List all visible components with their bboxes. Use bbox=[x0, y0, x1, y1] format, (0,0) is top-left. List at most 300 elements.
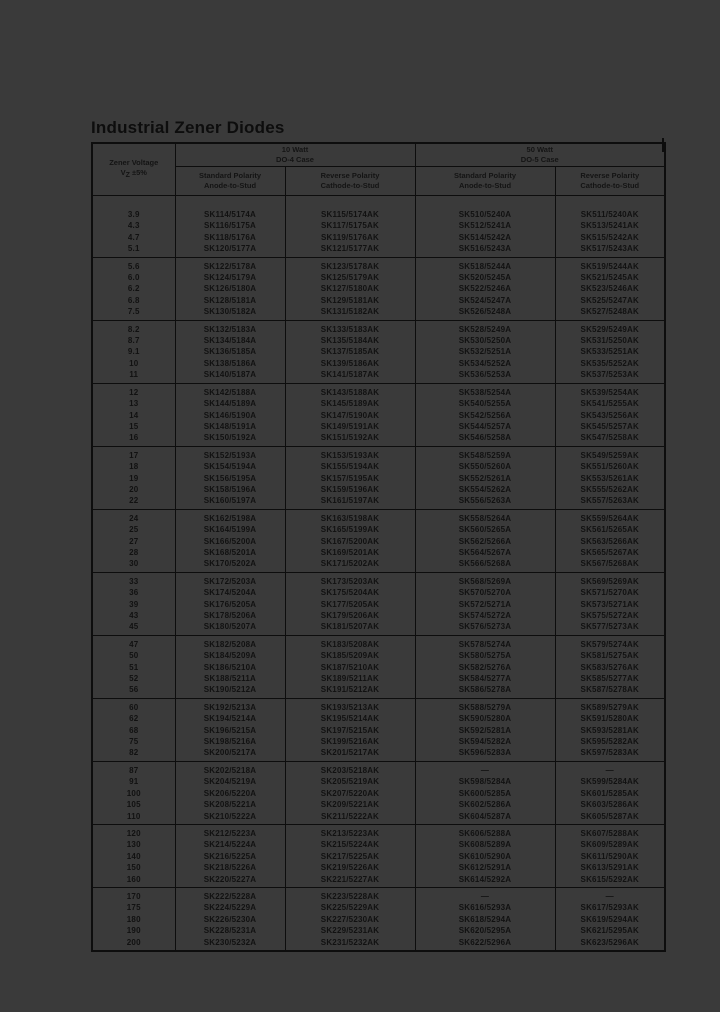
table-row bbox=[92, 320, 665, 335]
part-50w-standard: SK548/5259A bbox=[415, 446, 555, 461]
table-row bbox=[92, 232, 665, 243]
zener-voltage-cell: 22 bbox=[92, 495, 175, 509]
part-50w-reverse: SK609/5289AK bbox=[555, 839, 665, 850]
part-50w-reverse: SK559/5264AK bbox=[555, 509, 665, 524]
cathode-to-stud-label: Cathode-to-Stud bbox=[580, 181, 640, 190]
table-row bbox=[92, 461, 665, 472]
table-row bbox=[92, 887, 665, 902]
part-50w-standard: SK618/5294A bbox=[415, 914, 555, 925]
table-row bbox=[92, 306, 665, 320]
part-50w-reverse: SK585/5277AK bbox=[555, 673, 665, 684]
part-10w-standard: SK160/5197A bbox=[175, 495, 285, 509]
part-10w-reverse: SK161/5197AK bbox=[285, 495, 415, 509]
part-10w-reverse: SK157/5195AK bbox=[285, 473, 415, 484]
part-50w-standard: SK520/5245A bbox=[415, 272, 555, 283]
table-row bbox=[92, 610, 665, 621]
zener-voltage-cell: 25 bbox=[92, 524, 175, 535]
part-10w-standard: SK136/5185A bbox=[175, 346, 285, 357]
zener-voltage-cell: 4.3 bbox=[92, 220, 175, 231]
voltage-group bbox=[92, 257, 665, 320]
zener-voltage-cell: 6.0 bbox=[92, 272, 175, 283]
part-50w-standard: SK546/5258A bbox=[415, 432, 555, 446]
header-zener-voltage bbox=[92, 143, 175, 196]
part-10w-reverse: SK221/5227AK bbox=[285, 874, 415, 888]
zener-voltage-cell: 130 bbox=[92, 839, 175, 850]
part-50w-reverse: SK557/5263AK bbox=[555, 495, 665, 509]
header-10-watt-group bbox=[175, 143, 415, 167]
part-50w-reverse: SK549/5259AK bbox=[555, 446, 665, 461]
part-10w-standard: SK150/5192A bbox=[175, 432, 285, 446]
part-50w-reverse: SK551/5260AK bbox=[555, 461, 665, 472]
part-50w-standard: SK584/5277A bbox=[415, 673, 555, 684]
zener-voltage-tolerance bbox=[93, 168, 175, 181]
part-10w-standard: SK192/5213A bbox=[175, 698, 285, 713]
do5-case-label: DO-5 Case bbox=[520, 155, 559, 164]
part-50w-standard: SK596/5283A bbox=[415, 747, 555, 761]
part-10w-reverse: SK173/5203AK bbox=[285, 572, 415, 587]
table-row bbox=[92, 536, 665, 547]
part-10w-standard: SK134/5184A bbox=[175, 335, 285, 346]
part-50w-standard: SK580/5275A bbox=[415, 650, 555, 661]
table-row bbox=[92, 650, 665, 661]
part-50w-standard: SK598/5284A bbox=[415, 776, 555, 787]
table-row bbox=[92, 524, 665, 535]
voltage-group bbox=[92, 824, 665, 887]
zener-voltage-cell: 6.2 bbox=[92, 283, 175, 294]
table-row bbox=[92, 558, 665, 572]
part-10w-standard: SK196/5215A bbox=[175, 725, 285, 736]
header-50w-standard-polarity bbox=[415, 167, 555, 196]
part-10w-reverse: SK189/5211AK bbox=[285, 673, 415, 684]
part-50w-standard: SK540/5255A bbox=[415, 398, 555, 409]
part-50w-standard: SK588/5279A bbox=[415, 698, 555, 713]
part-10w-reverse: SK115/5174AK bbox=[285, 206, 415, 220]
part-10w-reverse: SK153/5193AK bbox=[285, 446, 415, 461]
part-10w-standard: SK198/5216A bbox=[175, 736, 285, 747]
zener-voltage-cell: 47 bbox=[92, 635, 175, 650]
table-row bbox=[92, 902, 665, 913]
table-row bbox=[92, 473, 665, 484]
part-50w-reverse: SK571/5270AK bbox=[555, 587, 665, 598]
part-10w-standard: SK186/5210A bbox=[175, 662, 285, 673]
part-10w-standard: SK124/5179A bbox=[175, 272, 285, 283]
part-50w-standard: SK578/5274A bbox=[415, 635, 555, 650]
zener-voltage-label: Zener Voltage bbox=[109, 158, 159, 167]
zener-voltage-cell: 11 bbox=[92, 369, 175, 383]
vz-subscript: Z bbox=[125, 172, 130, 179]
part-10w-standard: SK218/5226A bbox=[175, 862, 285, 873]
part-10w-reverse: SK185/5209AK bbox=[285, 650, 415, 661]
table-row bbox=[92, 335, 665, 346]
part-10w-standard: SK202/5218A bbox=[175, 761, 285, 776]
part-50w-standard: — bbox=[415, 887, 555, 902]
part-50w-reverse: SK597/5283AK bbox=[555, 747, 665, 761]
part-10w-reverse: SK215/5224AK bbox=[285, 839, 415, 850]
voltage-group bbox=[92, 383, 665, 446]
part-10w-standard: SK216/5225A bbox=[175, 851, 285, 862]
part-10w-standard: SK126/5180A bbox=[175, 283, 285, 294]
zener-voltage-cell: 15 bbox=[92, 421, 175, 432]
part-10w-standard: SK188/5211A bbox=[175, 673, 285, 684]
part-50w-reverse: SK513/5241AK bbox=[555, 220, 665, 231]
voltage-group bbox=[92, 320, 665, 383]
zener-voltage-cell: 20 bbox=[92, 484, 175, 495]
zener-voltage-cell: 190 bbox=[92, 925, 175, 936]
table-row bbox=[92, 599, 665, 610]
part-50w-standard: SK614/5292A bbox=[415, 874, 555, 888]
part-50w-reverse: SK591/5280AK bbox=[555, 713, 665, 724]
part-10w-reverse: SK223/5228AK bbox=[285, 887, 415, 902]
part-10w-standard: SK162/5198A bbox=[175, 509, 285, 524]
zener-voltage-cell: 36 bbox=[92, 587, 175, 598]
zener-voltage-cell: 110 bbox=[92, 811, 175, 825]
part-10w-standard: SK166/5200A bbox=[175, 536, 285, 547]
part-50w-standard: SK536/5253A bbox=[415, 369, 555, 383]
voltage-group bbox=[92, 635, 665, 698]
part-50w-reverse: SK533/5251AK bbox=[555, 346, 665, 357]
part-10w-reverse: SK179/5206AK bbox=[285, 610, 415, 621]
part-50w-reverse: SK511/5240AK bbox=[555, 206, 665, 220]
part-10w-reverse: SK209/5221AK bbox=[285, 799, 415, 810]
zener-voltage-cell: 82 bbox=[92, 747, 175, 761]
anode-to-stud-label: Anode-to-Stud bbox=[203, 181, 257, 190]
part-10w-reverse: SK203/5218AK bbox=[285, 761, 415, 776]
table-header bbox=[92, 143, 665, 196]
part-50w-standard: SK592/5281A bbox=[415, 725, 555, 736]
zener-diode-table bbox=[91, 142, 666, 952]
table-row bbox=[92, 383, 665, 398]
table-row bbox=[92, 736, 665, 747]
part-50w-reverse: SK569/5269AK bbox=[555, 572, 665, 587]
zener-voltage-cell: 4.7 bbox=[92, 232, 175, 243]
part-10w-standard: SK204/5219A bbox=[175, 776, 285, 787]
part-50w-standard: SK526/5248A bbox=[415, 306, 555, 320]
part-50w-standard: SK616/5293A bbox=[415, 902, 555, 913]
part-50w-standard: SK522/5246A bbox=[415, 283, 555, 294]
part-50w-reverse: SK617/5293AK bbox=[555, 902, 665, 913]
table-row bbox=[92, 446, 665, 461]
part-10w-standard: SK206/5220A bbox=[175, 788, 285, 799]
anode-to-stud-label: Anode-to-Stud bbox=[458, 181, 512, 190]
part-10w-reverse: SK181/5207AK bbox=[285, 621, 415, 635]
part-50w-standard: SK602/5286A bbox=[415, 799, 555, 810]
part-50w-reverse: SK547/5258AK bbox=[555, 432, 665, 446]
voltage-group bbox=[92, 206, 665, 257]
part-50w-reverse: SK541/5255AK bbox=[555, 398, 665, 409]
part-10w-standard: SK228/5231A bbox=[175, 925, 285, 936]
part-10w-reverse: SK143/5188AK bbox=[285, 383, 415, 398]
table-row bbox=[92, 421, 665, 432]
part-10w-standard: SK184/5209A bbox=[175, 650, 285, 661]
part-10w-reverse: SK165/5199AK bbox=[285, 524, 415, 535]
zener-voltage-cell: 60 bbox=[92, 698, 175, 713]
zener-voltage-cell: 16 bbox=[92, 432, 175, 446]
table-row bbox=[92, 635, 665, 650]
part-50w-standard: SK576/5273A bbox=[415, 621, 555, 635]
part-10w-reverse: SK205/5219AK bbox=[285, 776, 415, 787]
part-10w-reverse: SK123/5178AK bbox=[285, 257, 415, 272]
header-50-watt-group bbox=[415, 143, 665, 167]
rev-polarity-label: Reverse Polarity bbox=[580, 171, 640, 180]
part-10w-reverse: SK187/5210AK bbox=[285, 662, 415, 673]
part-10w-standard: SK214/5224A bbox=[175, 839, 285, 850]
part-50w-standard: — bbox=[415, 761, 555, 776]
part-10w-standard: SK180/5207A bbox=[175, 621, 285, 635]
zener-voltage-cell: 8.7 bbox=[92, 335, 175, 346]
part-50w-reverse: SK595/5282AK bbox=[555, 736, 665, 747]
part-50w-reverse: — bbox=[555, 887, 665, 902]
part-50w-standard: SK558/5264A bbox=[415, 509, 555, 524]
part-10w-standard: SK130/5182A bbox=[175, 306, 285, 320]
rev-polarity-label: Reverse Polarity bbox=[320, 171, 380, 180]
part-50w-standard: SK552/5261A bbox=[415, 473, 555, 484]
header-spacer bbox=[92, 196, 665, 207]
voltage-group bbox=[92, 698, 665, 761]
part-10w-standard: SK144/5189A bbox=[175, 398, 285, 409]
voltage-group bbox=[92, 509, 665, 572]
zener-voltage-cell: 3.9 bbox=[92, 206, 175, 220]
voltage-group bbox=[92, 572, 665, 635]
table-row bbox=[92, 811, 665, 825]
zener-voltage-cell: 160 bbox=[92, 874, 175, 888]
zener-voltage-cell: 19 bbox=[92, 473, 175, 484]
zener-voltage-cell: 68 bbox=[92, 725, 175, 736]
part-10w-reverse: SK211/5222AK bbox=[285, 811, 415, 825]
part-10w-reverse: SK177/5205AK bbox=[285, 599, 415, 610]
header-10w-standard-polarity bbox=[175, 167, 285, 196]
part-10w-standard: SK178/5206A bbox=[175, 610, 285, 621]
part-50w-reverse: SK515/5242AK bbox=[555, 232, 665, 243]
part-50w-standard: SK532/5251A bbox=[415, 346, 555, 357]
part-50w-standard: SK524/5247A bbox=[415, 295, 555, 306]
table-row bbox=[92, 495, 665, 509]
table-row bbox=[92, 509, 665, 524]
part-50w-reverse: SK525/5247AK bbox=[555, 295, 665, 306]
table-row bbox=[92, 862, 665, 873]
table-row bbox=[92, 621, 665, 635]
part-50w-standard: SK514/5242A bbox=[415, 232, 555, 243]
table-row bbox=[92, 914, 665, 925]
part-10w-standard: SK220/5227A bbox=[175, 874, 285, 888]
part-50w-standard: SK554/5262A bbox=[415, 484, 555, 495]
part-10w-reverse: SK149/5191AK bbox=[285, 421, 415, 432]
tolerance-value: ±5% bbox=[129, 168, 147, 177]
header-10w-reverse-polarity bbox=[285, 167, 415, 196]
part-50w-reverse: SK563/5266AK bbox=[555, 536, 665, 547]
zener-voltage-cell: 150 bbox=[92, 862, 175, 873]
table-row bbox=[92, 747, 665, 761]
part-50w-standard: SK544/5257A bbox=[415, 421, 555, 432]
part-10w-reverse: SK147/5190AK bbox=[285, 410, 415, 421]
part-50w-standard: SK570/5270A bbox=[415, 587, 555, 598]
part-50w-reverse: SK615/5292AK bbox=[555, 874, 665, 888]
zener-voltage-cell: 18 bbox=[92, 461, 175, 472]
header-50w-reverse-polarity bbox=[555, 167, 665, 196]
zener-voltage-cell: 120 bbox=[92, 824, 175, 839]
do4-case-label: DO-4 Case bbox=[276, 155, 314, 164]
part-10w-standard: SK208/5221A bbox=[175, 799, 285, 810]
part-50w-standard: SK590/5280A bbox=[415, 713, 555, 724]
table-row bbox=[92, 698, 665, 713]
zener-voltage-cell: 5.1 bbox=[92, 243, 175, 257]
part-10w-reverse: SK193/5213AK bbox=[285, 698, 415, 713]
part-50w-standard: SK604/5287A bbox=[415, 811, 555, 825]
part-10w-standard: SK212/5223A bbox=[175, 824, 285, 839]
part-10w-standard: SK230/5232A bbox=[175, 937, 285, 951]
zener-voltage-cell: 170 bbox=[92, 887, 175, 902]
zener-voltage-cell: 56 bbox=[92, 684, 175, 698]
zener-voltage-cell: 43 bbox=[92, 610, 175, 621]
table-row bbox=[92, 851, 665, 862]
part-10w-reverse: SK183/5208AK bbox=[285, 635, 415, 650]
part-50w-standard: SK572/5271A bbox=[415, 599, 555, 610]
part-50w-standard: SK528/5249A bbox=[415, 320, 555, 335]
part-10w-standard: SK132/5183A bbox=[175, 320, 285, 335]
part-50w-reverse: SK545/5257AK bbox=[555, 421, 665, 432]
zener-voltage-cell: 10 bbox=[92, 358, 175, 369]
part-10w-reverse: SK217/5225AK bbox=[285, 851, 415, 862]
part-50w-standard: SK620/5295A bbox=[415, 925, 555, 936]
part-50w-standard: SK564/5267A bbox=[415, 547, 555, 558]
part-10w-standard: SK164/5199A bbox=[175, 524, 285, 535]
part-50w-reverse: SK561/5265AK bbox=[555, 524, 665, 535]
part-50w-reverse: SK583/5276AK bbox=[555, 662, 665, 673]
part-10w-reverse: SK125/5179AK bbox=[285, 272, 415, 283]
part-50w-standard: SK568/5269A bbox=[415, 572, 555, 587]
part-10w-standard: SK152/5193A bbox=[175, 446, 285, 461]
part-50w-standard: SK600/5285A bbox=[415, 788, 555, 799]
zener-voltage-cell: 45 bbox=[92, 621, 175, 635]
part-50w-standard: SK582/5276A bbox=[415, 662, 555, 673]
part-50w-standard: SK556/5263A bbox=[415, 495, 555, 509]
part-50w-reverse: SK537/5253AK bbox=[555, 369, 665, 383]
part-10w-reverse: SK219/5226AK bbox=[285, 862, 415, 873]
table-row bbox=[92, 243, 665, 257]
part-10w-standard: SK140/5187A bbox=[175, 369, 285, 383]
part-10w-standard: SK190/5212A bbox=[175, 684, 285, 698]
part-10w-reverse: SK145/5189AK bbox=[285, 398, 415, 409]
voltage-group bbox=[92, 761, 665, 824]
zener-voltage-cell: 175 bbox=[92, 902, 175, 913]
part-10w-standard: SK224/5229A bbox=[175, 902, 285, 913]
table-row bbox=[92, 839, 665, 850]
part-50w-reverse: SK529/5249AK bbox=[555, 320, 665, 335]
part-50w-standard: SK562/5266A bbox=[415, 536, 555, 547]
table-row bbox=[92, 257, 665, 272]
part-50w-standard: SK510/5240A bbox=[415, 206, 555, 220]
part-50w-reverse: SK587/5278AK bbox=[555, 684, 665, 698]
zener-voltage-cell: 52 bbox=[92, 673, 175, 684]
50-watt-label: 50 Watt bbox=[526, 145, 553, 154]
part-50w-reverse: SK603/5286AK bbox=[555, 799, 665, 810]
part-10w-standard: SK176/5205A bbox=[175, 599, 285, 610]
part-50w-reverse: SK573/5271AK bbox=[555, 599, 665, 610]
part-10w-standard: SK120/5177A bbox=[175, 243, 285, 257]
part-10w-standard: SK116/5175A bbox=[175, 220, 285, 231]
zener-voltage-cell: 30 bbox=[92, 558, 175, 572]
table-row bbox=[92, 587, 665, 598]
part-50w-standard: SK566/5268A bbox=[415, 558, 555, 572]
zener-voltage-cell: 9.1 bbox=[92, 346, 175, 357]
part-50w-standard: SK606/5288A bbox=[415, 824, 555, 839]
part-10w-reverse: SK199/5216AK bbox=[285, 736, 415, 747]
table-row bbox=[92, 925, 665, 936]
part-50w-reverse: SK527/5248AK bbox=[555, 306, 665, 320]
part-50w-reverse: SK613/5291AK bbox=[555, 862, 665, 873]
part-10w-reverse: SK225/5229AK bbox=[285, 902, 415, 913]
zener-voltage-cell: 28 bbox=[92, 547, 175, 558]
part-10w-standard: SK210/5222A bbox=[175, 811, 285, 825]
part-50w-reverse: SK579/5274AK bbox=[555, 635, 665, 650]
zener-voltage-cell: 27 bbox=[92, 536, 175, 547]
part-50w-reverse: SK521/5245AK bbox=[555, 272, 665, 283]
table-row bbox=[92, 776, 665, 787]
part-10w-standard: SK194/5214A bbox=[175, 713, 285, 724]
part-50w-reverse: SK589/5279AK bbox=[555, 698, 665, 713]
part-10w-reverse: SK207/5220AK bbox=[285, 788, 415, 799]
zener-voltage-cell: 87 bbox=[92, 761, 175, 776]
table-row bbox=[92, 295, 665, 306]
table-row bbox=[92, 673, 665, 684]
part-10w-reverse: SK133/5183AK bbox=[285, 320, 415, 335]
page-title: Industrial Zener Diodes bbox=[91, 118, 285, 137]
part-50w-reverse: SK593/5281AK bbox=[555, 725, 665, 736]
part-10w-standard: SK158/5196A bbox=[175, 484, 285, 495]
part-10w-reverse: SK175/5204AK bbox=[285, 587, 415, 598]
cathode-to-stud-label: Cathode-to-Stud bbox=[320, 181, 380, 190]
part-10w-reverse: SK229/5231AK bbox=[285, 925, 415, 936]
table-row bbox=[92, 283, 665, 294]
part-50w-standard: SK560/5265A bbox=[415, 524, 555, 535]
part-50w-reverse: SK575/5272AK bbox=[555, 610, 665, 621]
part-50w-reverse: SK621/5295AK bbox=[555, 925, 665, 936]
part-50w-reverse: — bbox=[555, 761, 665, 776]
table-row bbox=[92, 410, 665, 421]
part-50w-standard: SK612/5291A bbox=[415, 862, 555, 873]
part-10w-standard: SK222/5228A bbox=[175, 887, 285, 902]
table-row bbox=[92, 358, 665, 369]
part-10w-reverse: SK231/5232AK bbox=[285, 937, 415, 951]
part-10w-reverse: SK155/5194AK bbox=[285, 461, 415, 472]
table-row bbox=[92, 484, 665, 495]
part-10w-reverse: SK213/5223AK bbox=[285, 824, 415, 839]
part-10w-standard: SK146/5190A bbox=[175, 410, 285, 421]
part-10w-standard: SK114/5174A bbox=[175, 206, 285, 220]
part-50w-reverse: SK599/5284AK bbox=[555, 776, 665, 787]
part-10w-standard: SK118/5176A bbox=[175, 232, 285, 243]
table-row bbox=[92, 220, 665, 231]
part-10w-standard: SK128/5181A bbox=[175, 295, 285, 306]
voltage-group bbox=[92, 446, 665, 509]
zener-voltage-cell: 5.6 bbox=[92, 257, 175, 272]
part-50w-standard: SK586/5278A bbox=[415, 684, 555, 698]
part-50w-reverse: SK523/5246AK bbox=[555, 283, 665, 294]
part-50w-reverse: SK543/5256AK bbox=[555, 410, 665, 421]
part-10w-reverse: SK191/5212AK bbox=[285, 684, 415, 698]
part-50w-standard: SK534/5252A bbox=[415, 358, 555, 369]
zener-voltage-cell: 51 bbox=[92, 662, 175, 673]
part-50w-standard: SK530/5250A bbox=[415, 335, 555, 346]
part-10w-reverse: SK137/5185AK bbox=[285, 346, 415, 357]
part-50w-standard: SK550/5260A bbox=[415, 461, 555, 472]
table-row bbox=[92, 824, 665, 839]
part-50w-reverse: SK611/5290AK bbox=[555, 851, 665, 862]
std-polarity-label: Standard Polarity bbox=[198, 171, 262, 180]
zener-voltage-cell: 75 bbox=[92, 736, 175, 747]
part-10w-reverse: SK171/5202AK bbox=[285, 558, 415, 572]
part-10w-standard: SK170/5202A bbox=[175, 558, 285, 572]
part-50w-standard: SK622/5296A bbox=[415, 937, 555, 951]
